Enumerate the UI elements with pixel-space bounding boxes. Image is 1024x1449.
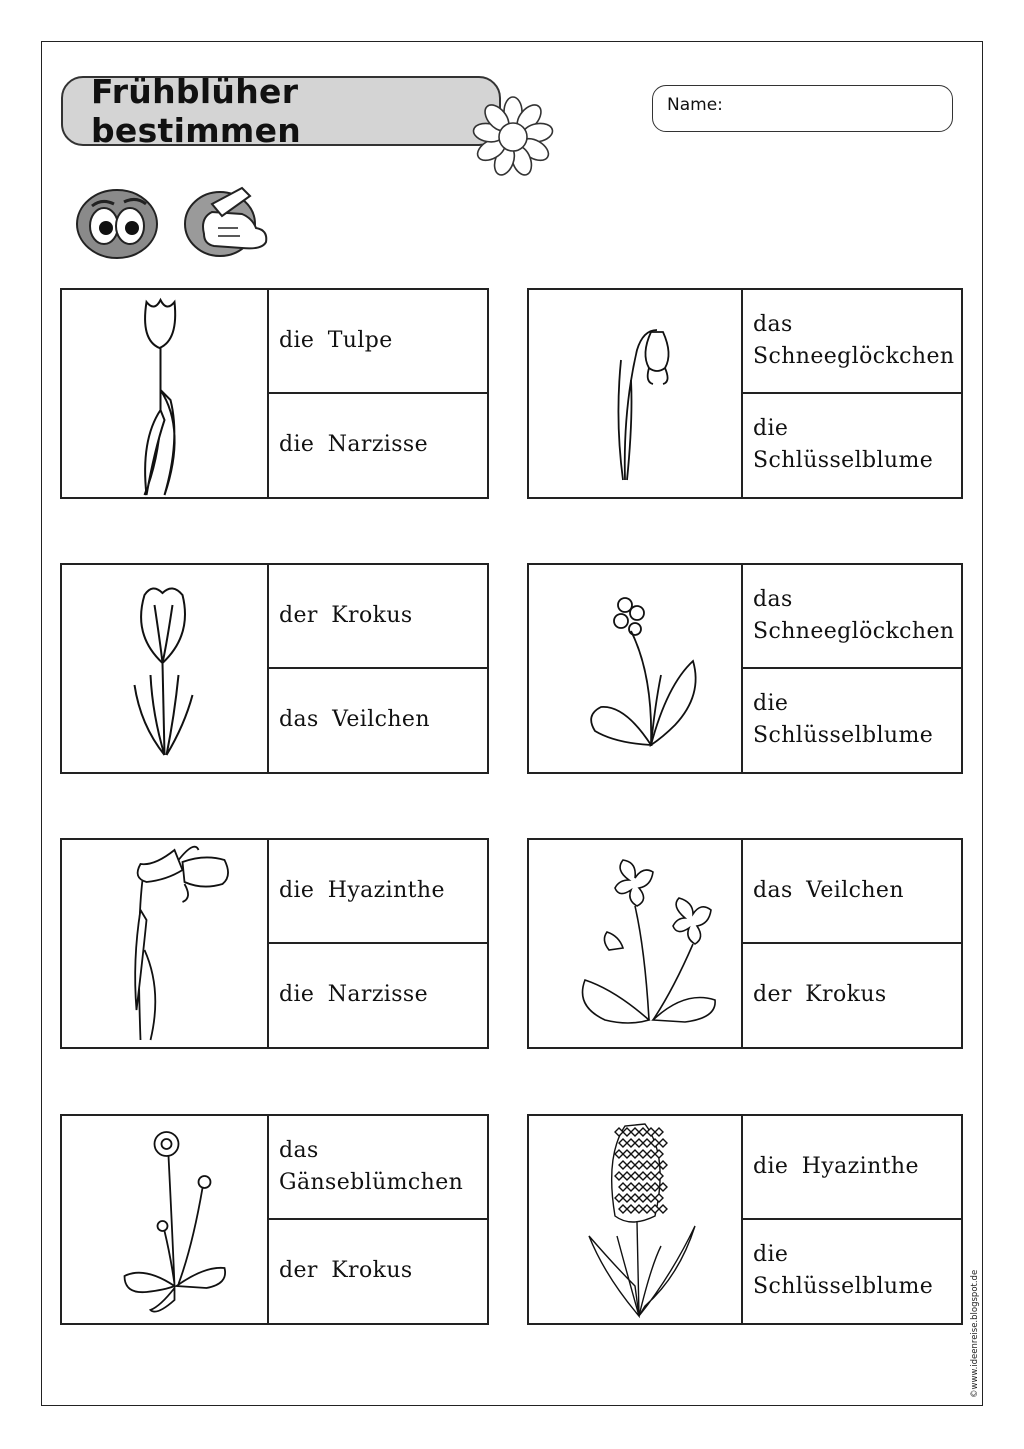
- answer-option[interactable]: das Schneeglöckchen: [741, 290, 961, 394]
- flower-picture: [62, 840, 269, 1047]
- answer-option[interactable]: die Schlüsselblume: [753, 1242, 934, 1300]
- tulip-icon: [62, 290, 267, 497]
- flower-card-violet: [527, 838, 963, 1049]
- snowdrop-icon: [529, 290, 741, 497]
- answer-option[interactable]: das Schneeglöckchen: [741, 565, 961, 669]
- flower-card-daisy: [60, 1114, 489, 1325]
- violet-icon: [529, 840, 741, 1047]
- answer-option[interactable]: die Hyazinthe: [267, 840, 487, 944]
- answer-option[interactable]: das Veilchen: [279, 707, 430, 733]
- answer-option[interactable]: die Narzisse: [279, 432, 429, 458]
- primrose-icon: [529, 565, 741, 772]
- answer-option[interactable]: das Gänseblümchen: [267, 1116, 487, 1220]
- flower-picture: [529, 565, 743, 772]
- answer-option[interactable]: die Narzisse: [279, 982, 429, 1008]
- flower-card-primrose: [527, 563, 963, 774]
- flower-card-snowdrop: [527, 288, 963, 499]
- name-label: Name:: [667, 95, 723, 115]
- answer-option[interactable]: die Tulpe: [267, 290, 487, 394]
- daisy-icon: [62, 1116, 267, 1323]
- flower-card-hyacinth: [527, 1114, 963, 1325]
- eyes-icon: [74, 188, 160, 260]
- flower-picture: [529, 290, 743, 497]
- flower-picture: [62, 1116, 269, 1323]
- answer-option[interactable]: die Schlüsselblume: [753, 691, 934, 749]
- answer-option[interactable]: der Krokus: [279, 1258, 413, 1284]
- answer-option[interactable]: das Veilchen: [741, 840, 961, 944]
- flower-picture: [62, 565, 269, 772]
- flower-picture: [529, 840, 743, 1047]
- crocus-icon: [62, 565, 267, 772]
- answer-option[interactable]: der Krokus: [267, 565, 487, 669]
- answer-option[interactable]: die Hyazinthe: [741, 1116, 961, 1220]
- flower-picture: [529, 1116, 743, 1323]
- pencil-hand-icon: [182, 184, 272, 258]
- credit-text: ©www.ideenreise.blogspot.de: [970, 1270, 980, 1398]
- answer-option[interactable]: die Schlüsselblume: [753, 416, 934, 474]
- flower-picture: [62, 290, 269, 497]
- daffodil-icon: [62, 840, 267, 1047]
- daisy-flower-icon: [470, 94, 556, 180]
- page-title: [61, 72, 501, 150]
- answer-option[interactable]: der Krokus: [753, 982, 887, 1008]
- flower-card-daffodil: [60, 838, 489, 1049]
- hyacinth-icon: [529, 1116, 741, 1323]
- copyright-credit: [960, 1270, 986, 1400]
- name-field[interactable]: [652, 85, 953, 132]
- flower-card-crocus: [60, 563, 489, 774]
- flower-card-tulip: [60, 288, 489, 499]
- title-text: Frühblüher bestimmen: [91, 72, 302, 150]
